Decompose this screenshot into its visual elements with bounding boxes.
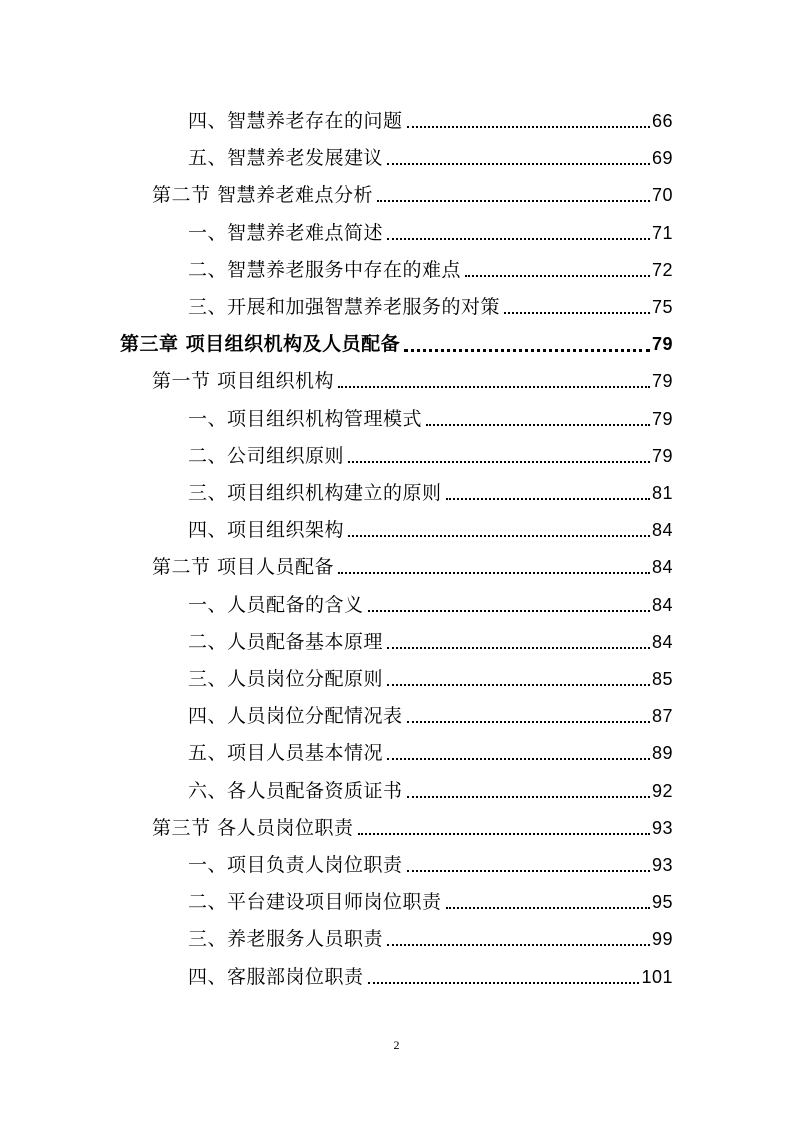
toc-entry-page-number: 93 [651,855,673,875]
toc-entry-label: 四、人员岗位分配情况表 [188,705,403,728]
toc-entry-page-number: 71 [651,222,673,243]
toc-leader-dots [387,238,650,240]
toc-entry-label: 三、人员岗位分配原则 [188,668,384,690]
toc-entry-label: 二、平台建设项目师岗位职责 [188,891,442,914]
toc-entry-item[interactable] [188,512,673,542]
toc-entry-label: 二、人员配备基本原理 [188,630,384,653]
toc-entry-item[interactable] [188,215,673,245]
toc-leader-dots [446,498,650,500]
toc-entry-label: 五、智慧养老发展建议 [188,147,384,170]
toc-leader-dots [407,126,650,128]
toc-entry-page-number: 79 [651,371,673,392]
toc-leader-dots [387,647,650,649]
toc-entry-page-number: 92 [651,780,673,801]
toc-entry-page-number: 79 [651,334,673,355]
toc-entry-page-number: 72 [651,259,673,280]
toc-entry-label: 一、智慧养老难点简述 [188,221,384,244]
toc-leader-dots [446,907,650,909]
toc-leader-dots [387,944,650,946]
toc-entry-label: 二、智慧养老服务中存在的难点 [188,258,462,281]
toc-entry-label: 第三节 各人员岗位职责 [152,816,354,839]
toc-entry-item[interactable] [188,624,673,654]
toc-entry-page-number: 79 [651,445,673,466]
toc-entry-page-number: 84 [651,594,673,615]
toc-entry-item[interactable] [188,884,673,914]
toc-entry-item[interactable] [188,773,673,803]
toc-entry-item[interactable] [188,959,673,989]
toc-leader-dots [368,982,640,984]
toc-entry-label: 一、项目组织机构管理模式 [188,407,423,430]
toc-entry-page-number: 81 [651,483,673,503]
toc-entry-label: 一、人员配备的含义 [188,593,364,616]
toc-leader-dots [404,349,650,352]
toc-entry-label: 第三章 项目组织机构及人员配备 [120,333,401,356]
toc-entry-label: 四、客服部岗位职责 [188,965,364,988]
toc-entry-label: 第一节 项目组织机构 [152,370,335,393]
toc-entry-item[interactable] [188,140,673,170]
toc-entry-label: 五、项目人员基本情况 [188,742,384,765]
toc-entry-label: 三、开展和加强智慧养老服务的对策 [188,296,501,318]
toc-leader-dots [368,610,650,612]
toc-leader-dots [348,535,650,537]
toc-entry-section[interactable] [152,810,673,840]
toc-entry-page-number: 84 [651,631,673,652]
toc-entry-section[interactable] [152,549,673,579]
toc-entry-page-number: 99 [651,929,673,950]
toc-entry-item[interactable] [188,401,673,431]
toc-entry-page-number: 70 [651,185,673,206]
toc-leader-dots [426,424,650,426]
toc-leader-dots [377,200,650,202]
toc-entry-item[interactable] [188,475,673,505]
toc-entry-label: 第二节 项目人员配备 [152,556,335,579]
toc-entry-page-number: 89 [651,743,673,764]
toc-entry-section[interactable] [152,177,673,207]
toc-entry-page-number: 84 [651,557,673,578]
toc-entry-page-number: 66 [651,111,673,131]
toc-leader-dots [348,461,650,463]
toc-leader-dots [504,312,650,314]
toc-entry-chapter[interactable] [120,326,673,356]
toc-leader-dots [387,684,650,686]
toc-entry-label: 四、项目组织架构 [188,519,345,542]
toc-leader-dots [465,275,650,277]
toc-entry-item[interactable] [188,103,673,133]
toc-leader-dots [407,721,650,723]
toc-entry-item[interactable] [188,289,673,319]
toc-entry-page-number: 101 [641,966,673,987]
toc-entry-page-number: 79 [651,408,673,429]
toc-leader-dots [387,758,650,760]
toc-leader-dots [338,386,650,388]
toc-entry-item[interactable] [188,587,673,617]
toc-entry-item[interactable] [188,847,673,877]
toc-entry-label: 二、公司组织原则 [188,444,345,467]
page-number: 2 [393,1038,400,1052]
toc-entry-label: 一、项目负责人岗位职责 [188,854,403,876]
toc-entry-page-number: 69 [651,148,673,169]
toc-leader-dots [358,833,650,835]
toc-entry-label: 三、项目组织机构建立的原则 [188,482,442,504]
toc-entry-label: 三、养老服务人员职责 [188,928,384,951]
toc-leader-dots [407,796,650,798]
toc-entry-label: 第二节 智慧养老难点分析 [152,184,374,207]
toc-leader-dots [407,870,650,872]
toc-entry-item[interactable] [188,252,673,282]
toc-entry-item[interactable] [188,735,673,765]
toc-entry-label: 四、智慧养老存在的问题 [188,110,403,132]
toc-leader-dots [387,163,650,165]
toc-entry-item[interactable] [188,661,673,691]
toc-entry-section[interactable] [152,363,673,393]
toc-entry-page-number: 95 [651,892,673,913]
toc-leader-dots [338,572,650,574]
toc-entry-item[interactable] [188,698,673,728]
toc-entry-page-number: 87 [651,706,673,727]
toc-entry-page-number: 85 [651,669,673,689]
toc-entry-item[interactable] [188,921,673,951]
toc-entry-label: 六、各人员配备资质证书 [188,779,403,802]
toc-entry-page-number: 75 [651,297,673,317]
toc-entry-item[interactable] [188,438,673,468]
toc-entry-page-number: 84 [651,520,673,541]
toc-entry-page-number: 93 [651,817,673,838]
